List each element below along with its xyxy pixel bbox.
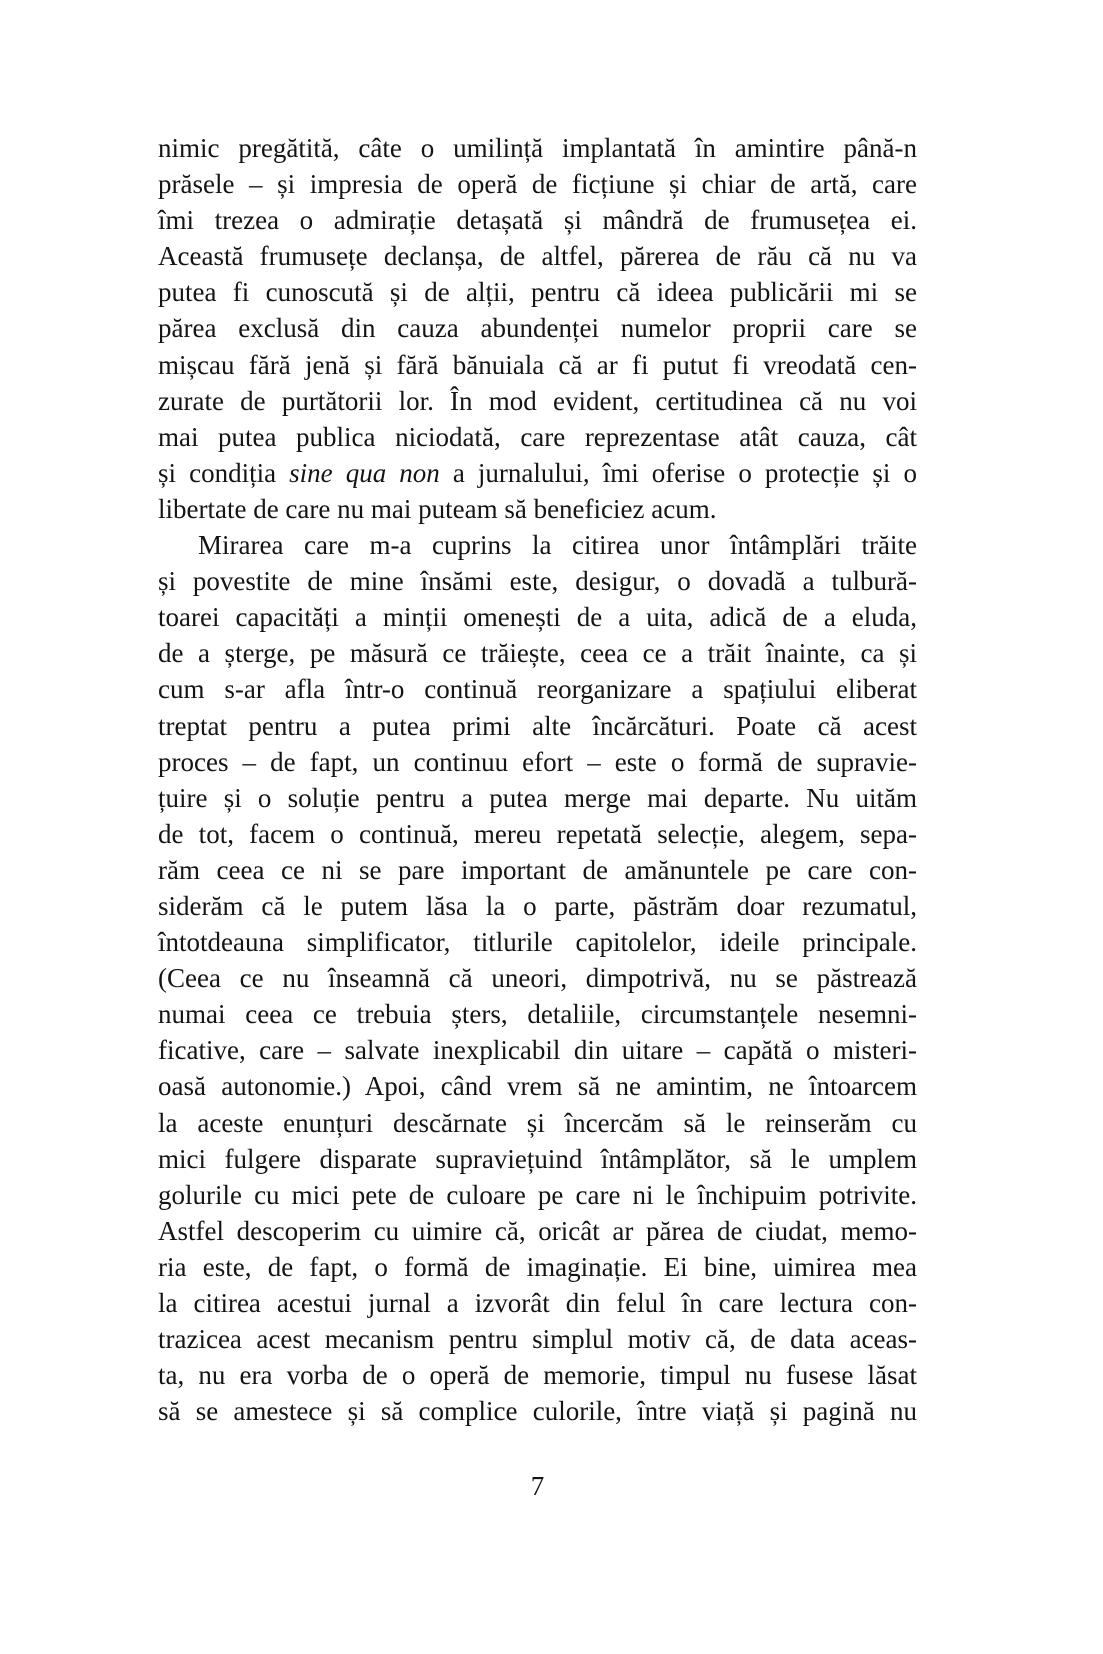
text-segment: la citirea acestui jurnal a izvorât din felul în care lectura con- bbox=[158, 1288, 917, 1318]
text-line bbox=[158, 599, 917, 635]
text-line bbox=[158, 1105, 917, 1141]
text-line bbox=[158, 455, 917, 491]
text-segment: mai putea publica niciodată, care reprezentase atât cauza, cât bbox=[158, 421, 917, 452]
text-line bbox=[158, 635, 917, 671]
text-segment: Această frumusețe declanșa, de altfel, părerea de rău că nu va bbox=[158, 241, 917, 272]
text-segment: numai ceea ce trebuia șters, detaliile, circumstanțele nesemni- bbox=[158, 999, 917, 1030]
text-segment: treptat pentru a putea primi alte încărcături. Poate că acest bbox=[158, 710, 917, 741]
text-line bbox=[158, 852, 917, 888]
text-line bbox=[158, 202, 917, 238]
text-segment: a jurnalului, îmi oferise o protecție și o bbox=[439, 457, 917, 488]
text-line bbox=[158, 816, 917, 852]
text-segment: Mirarea care m-a cuprins la citirea unor întâmplări trăite bbox=[198, 530, 917, 561]
text-segment: zurate de purtătorii lor. În mod evident, certitudinea că nu voi bbox=[158, 385, 917, 416]
text-line bbox=[158, 1249, 917, 1285]
text-segment: putea fi cunoscută și de alții, pentru că ideea publicării mi se bbox=[158, 277, 917, 308]
text-line bbox=[158, 130, 917, 166]
text-segment: îmi trezea o admirație detașată și mândră de frumusețea ei. bbox=[158, 205, 917, 236]
text-segment: toarei capacități a minții omenești de a uita, adică de a eluda, bbox=[158, 602, 917, 633]
text-line bbox=[158, 491, 917, 527]
text-segment: libertate de care nu mai puteam să beneficiez acum. bbox=[158, 493, 717, 524]
text-segment: mișcau fără jenă și fără bănuiala că ar fi putut fi vreodată cen- bbox=[158, 349, 917, 380]
text-segment: (Ceea ce nu înseamnă că uneori, dimpotrivă, nu se păstrează bbox=[158, 963, 917, 994]
text-segment: întotdeauna simplificator, titlurile capitolelor, ideile principale. bbox=[158, 927, 917, 958]
text-segment: răm ceea ce ni se pare important de amănuntele pe care con- bbox=[158, 854, 917, 885]
text-line bbox=[158, 996, 917, 1032]
text-segment: mici fulgere disparate supraviețuind întâmplător, să le umplem bbox=[158, 1143, 917, 1174]
text-line bbox=[158, 238, 917, 274]
text-segment: trazicea acest mecanism pentru simplul motiv că, de data aceas- bbox=[158, 1324, 917, 1355]
text-segment: siderăm că le putem lăsa la o parte, păstrăm doar rezumatul, bbox=[158, 890, 917, 921]
text-segment: prăsele – și impresia de operă de ficțiune și chiar de artă, care bbox=[158, 169, 917, 200]
text-line bbox=[158, 166, 917, 202]
text-line bbox=[158, 671, 917, 707]
text-segment: golurile cu mici pete de culoare pe care ni le închipuim potrivite. bbox=[158, 1179, 917, 1210]
text-line bbox=[158, 780, 917, 816]
text-line bbox=[158, 708, 917, 744]
text-line bbox=[158, 347, 917, 383]
text-segment: Astfel descoperim cu uimire că, oricât ar părea de ciudat, memo- bbox=[158, 1215, 917, 1246]
text-line bbox=[158, 1032, 917, 1068]
text-block bbox=[158, 130, 917, 1429]
text-line bbox=[158, 960, 917, 996]
text-line bbox=[158, 310, 917, 346]
text-line bbox=[158, 1068, 917, 1104]
text-line bbox=[158, 274, 917, 310]
text-line bbox=[158, 1213, 917, 1249]
text-segment: de tot, facem o continuă, mereu repetată selecție, alegem, sepa- bbox=[158, 818, 917, 849]
text-line bbox=[158, 924, 917, 960]
text-line bbox=[158, 563, 917, 599]
text-line bbox=[158, 1177, 917, 1213]
text-segment: să se amestece și să complice culorile, între viață și pagină nu bbox=[158, 1396, 917, 1427]
text-segment: și condiția bbox=[158, 457, 290, 488]
text-segment: țuire și o soluție pentru a putea merge mai departe. Nu uităm bbox=[158, 782, 917, 813]
italic-phrase: sine qua non bbox=[289, 457, 440, 488]
text-line bbox=[158, 1393, 917, 1429]
page-number: 7 bbox=[530, 1471, 545, 1501]
text-line bbox=[158, 744, 917, 780]
text-segment: proces – de fapt, un continuu efort – este o formă de supravie- bbox=[158, 746, 917, 777]
text-segment: nimic pregătită, câte o umilință implantată în amintire până-n bbox=[158, 133, 917, 163]
text-segment: ta, nu era vorba de o operă de memorie, timpul nu fusese lăsat bbox=[158, 1360, 917, 1391]
text-line bbox=[158, 383, 917, 419]
text-line bbox=[158, 1321, 917, 1357]
text-line bbox=[158, 527, 917, 563]
text-segment: ria este, de fapt, o formă de imaginație. Ei bine, uimirea mea bbox=[158, 1251, 917, 1282]
text-segment: de a șterge, pe măsură ce trăiește, ceea ce a trăit înainte, ca și bbox=[158, 638, 917, 669]
text-segment: părea exclusă din cauza abundenței numelor proprii care se bbox=[158, 313, 917, 344]
text-segment: ficative, care – salvate inexplicabil din uitare – capătă o misteri- bbox=[158, 1035, 917, 1066]
text-segment: oasă autonomie.) Apoi, când vrem să ne amintim, ne întoarcem bbox=[158, 1071, 917, 1102]
text-line bbox=[158, 1357, 917, 1393]
text-segment: și povestite de mine însămi este, desigur, o dovadă a tulbură- bbox=[158, 566, 917, 597]
text-line bbox=[158, 1141, 917, 1177]
text-line bbox=[158, 888, 917, 924]
text-line bbox=[158, 419, 917, 455]
text-line bbox=[158, 1285, 917, 1321]
text-segment: cum s-ar afla într-o continuă reorganizare a spațiului eliberat bbox=[158, 674, 917, 705]
text-segment: la aceste enunțuri descărnate și încercăm să le reinserăm cu bbox=[158, 1107, 917, 1138]
